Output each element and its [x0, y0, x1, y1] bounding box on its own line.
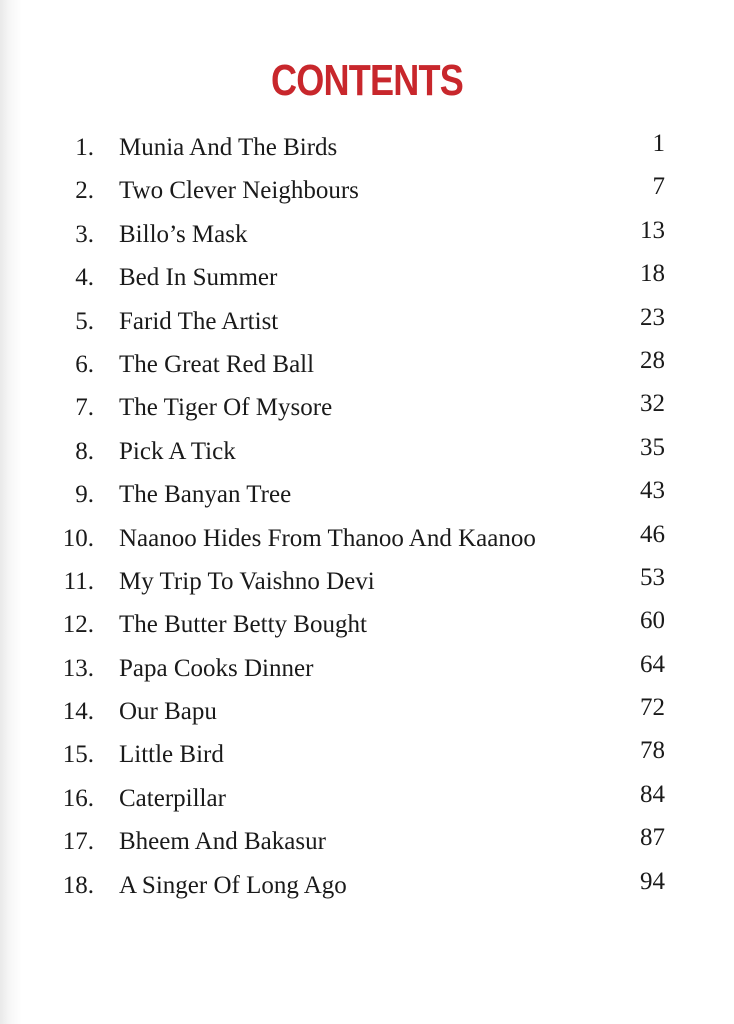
toc-entry-12 [0, 603, 734, 646]
entry-number: 5. [75, 307, 94, 335]
entry-number: 13. [62, 654, 94, 682]
entry-page-number: 64 [640, 650, 665, 678]
entry-number: 7. [75, 394, 94, 422]
entry-title: Munia And The Birds [119, 134, 338, 161]
entry-title: Farid The Artist [119, 307, 279, 335]
entry-page-number: 72 [640, 694, 665, 722]
entry-page-number: 43 [640, 477, 665, 505]
toc-entry-2 [0, 169, 734, 212]
entry-title: The Great Red Ball [119, 350, 315, 378]
entry-page-number: 35 [640, 433, 665, 461]
entry-page-number: 32 [640, 390, 665, 418]
toc-entry-18 [0, 864, 734, 907]
entry-number: 17. [62, 828, 94, 856]
toc-entry-6 [0, 343, 734, 386]
entry-number: 10. [62, 524, 94, 552]
toc-entry-9 [0, 473, 734, 516]
entry-number: 3. [75, 220, 94, 248]
entry-number: 2. [75, 177, 94, 205]
toc-entry-16 [0, 777, 734, 820]
toc-entry-4 [0, 256, 734, 299]
entry-page-number: 28 [640, 346, 665, 374]
entry-title: Naanoo Hides From Thanoo And Kaanoo [119, 524, 536, 552]
entry-number: 4. [75, 264, 94, 292]
entry-number: 12. [62, 611, 94, 639]
entry-page-number: 46 [640, 520, 665, 548]
entry-title: Little Bird [119, 741, 224, 769]
toc-entry-17 [0, 820, 734, 863]
entry-title: My Trip To Vaishno Devi [119, 567, 375, 595]
entry-page-number: 53 [640, 563, 665, 591]
toc-entry-11 [0, 560, 734, 603]
entry-page-number: 60 [640, 607, 665, 635]
table-of-contents [0, 126, 734, 907]
entry-page-number: 18 [640, 260, 665, 288]
entry-page-number: 23 [640, 303, 665, 331]
entry-page-number: 94 [640, 867, 665, 895]
entry-page-number: 78 [640, 737, 665, 765]
entry-number: 1. [75, 134, 94, 161]
entry-number: 15. [62, 741, 94, 769]
entry-title: Bheem And Bakasur [119, 828, 326, 856]
entry-title: The Banyan Tree [119, 481, 292, 509]
toc-entry-14 [0, 690, 734, 733]
entry-title: Our Bapu [119, 698, 217, 726]
toc-entry-3 [0, 213, 734, 256]
entry-title: The Tiger Of Mysore [119, 394, 333, 422]
entry-title: Two Clever Neighbours [119, 177, 359, 205]
toc-entry-7 [0, 386, 734, 429]
entry-page-number: 84 [640, 780, 665, 808]
entry-page-number: 13 [640, 216, 665, 244]
page-title: CONTENTS [271, 56, 463, 105]
toc-entry-1 [0, 126, 734, 169]
entry-title: Papa Cooks Dinner [119, 654, 314, 682]
entry-page-number: 87 [640, 824, 665, 852]
toc-entry-15 [0, 733, 734, 776]
entry-title: Caterpillar [119, 784, 226, 812]
entry-number: 8. [75, 437, 94, 465]
entry-page-number: 7 [652, 173, 665, 201]
entry-page-number: 1 [652, 130, 665, 157]
toc-entry-5 [0, 300, 734, 343]
entry-number: 16. [62, 784, 94, 812]
entry-title: A Singer Of Long Ago [119, 871, 347, 899]
entry-number: 6. [75, 350, 94, 378]
entry-title: Bed In Summer [119, 264, 278, 292]
entry-number: 18. [62, 871, 94, 899]
entry-number: 9. [75, 481, 94, 509]
toc-entry-8 [0, 430, 734, 473]
entry-number: 14. [62, 698, 94, 726]
entry-title: Pick A Tick [119, 437, 236, 465]
toc-entry-10 [0, 517, 734, 560]
toc-entry-13 [0, 647, 734, 690]
entry-number: 11. [63, 567, 94, 595]
entry-title: Billo’s Mask [119, 220, 248, 248]
entry-title: The Butter Betty Bought [119, 611, 367, 639]
